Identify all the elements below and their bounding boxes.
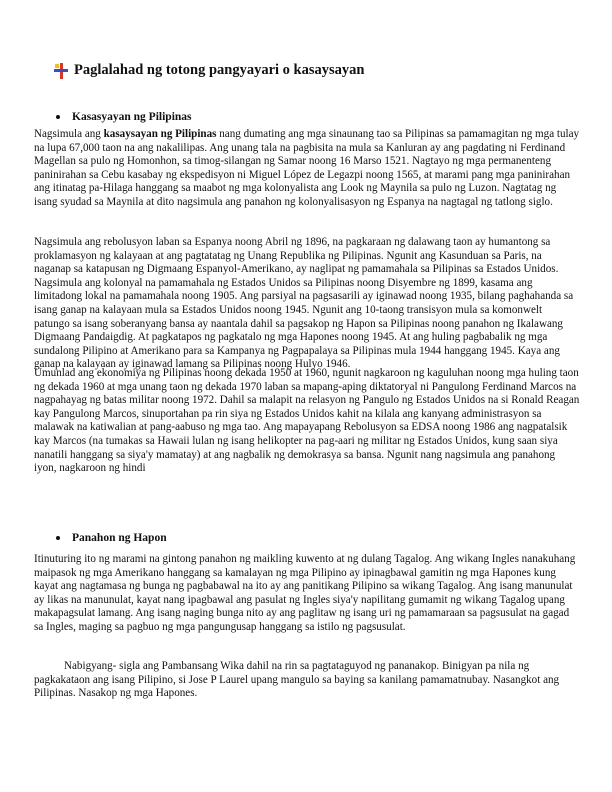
paragraph-5: Nabigyang- sigla ang Pambansang Wika dahil na rin sa pagtataguyod ng pananakop. Binigyan pa nila ng pagkakataon ang isang Pilipino, si Jose P Laurel upang mangulo sa baying sa kanilang pamamatnubay. Nasangkot ang Pilipinas. Nasakop ng mga Hapones. bbox=[34, 660, 560, 700]
page-title: Paglalahad ng totong pangyayari o kasaysayan bbox=[74, 62, 365, 78]
paragraph-text: Nagsimula ang bbox=[34, 128, 104, 140]
paragraph-1 bbox=[34, 128, 580, 210]
section-heading-hapon bbox=[56, 532, 167, 544]
colorful-cross-icon bbox=[54, 63, 68, 79]
bullet-icon bbox=[56, 536, 60, 540]
bold-term: kasaysayan ng Pilipinas bbox=[103, 128, 217, 140]
heading-row bbox=[54, 62, 364, 79]
section-heading-kasaysayan bbox=[56, 111, 192, 123]
paragraph-4: Itinuturing ito ng marami na gintong panahon ng maikling kuwento at ng dulang Tagalog. Ang wikang Ingles nanakuhang maipasok ng mga Amerikano hanggang sa kamalayan ng mga Pilipino ay ipinagbawal gamitin ng mga Hapones kung kayat ang nagtamasa ng bunga ng pagbabawal na ito ay ang panitikang Pilipino sa wikang Tagalog. Ang isang manunulat ay likas na manunulat, kayat nang ipagbawal ang pasulat ng Ingles siya'y napilitang gumamit ng wikang Tagalog upang makapagsulat lamang. Ang isang naging bunga nito ay ang paglitaw ng isang uri ng pamamaraan sa pagsusulat na gagad sa Ingles, maging sa pagbuo ng mga pangungusap hanggang sa istilo ng pagsusulat. bbox=[34, 553, 576, 633]
bullet-icon bbox=[56, 115, 60, 119]
paragraph-3: Umunlad ang ekonomiya ng Pilipinas noong dekada 1950 at 1960, ngunit nagkaroon ng kaguluhan noong mga huling taon ng dekada 1960 at mga unang taon ng dekada 1970 laban sa mapang-aping diktatoryal ni Pangulong Ferdinand Marcos na nagpahayag ng batas militar noong 1972. Dahil sa malapit na relasyon ng Pangulo ng Estados Unidos na si Ronald Reagan kay Pangulong Marcos, sinuportahan pa rin siya ng Estados Unidos kahit na kilala ang kanyang administrasyon sa malawak na katiwalian at pang-aabuso ng mga tao. Ang mapayapang Rebolusyon sa EDSA noong 1986 ang nagpatalsik kay Marcos (na tumakas sa Hawaii lulan ng isang helikopter na pag-aari ng militar ng Estados Unidos, kung saan siya nanatili hanggang sa siya'y mamatay) at ang nagbalik ng demokrasya sa bansa. Ngunit nang nagsimula ang panahong iyon, nagkaroon ng hindi bbox=[34, 367, 580, 475]
paragraph-2: Nagsimula ang rebolusyon laban sa Espanya noong Abril ng 1896, na pagkaraan ng dalawang taon ay humantong sa proklamasyon ng kalayaan at ang pagtatatag ng Unang Republika ng Pilipinas. Ngunit ang Kasunduan sa Paris, na naganap sa katapusan ng Digmaang Espanyol-Amerikano, ay naglipat ng pamamahala sa Pilipinas sa Estados Unidos. Nagsimula ang kolonyal na pamamahala ng Estados Unidos sa Pilipinas noong Disyembre ng 1899, kasama ang limitadong lokal na pamamahala noong 1905. Ang parsiyal na pagsasarili ay iginawad noong 1935, bilang paghahanda sa isang ganap na kalayaan mula sa Estados Unidos noong 1945. Ngunit ang 10-taong transisyon mula sa komonwelt patungo sa isang soberanyang bansa ay naantala dahil sa pagsakop ng Hapon sa Pilipinas noong panahon ng Ikalawang Digmaang Pandaigdig. At pagkatapos ng pagkatalo ng mga Hapones noong 1945. At ang huling pagbabalik ng mga sundalong Pilipino at Amerikano para sa Kampanya ng Pagpapalaya sa Pilipinas mula 1944 hanggang 1945. Kaya ang ganap na kalayaan ay iginawad lamang sa Pilipinas noong Hulyo 1946. bbox=[34, 236, 574, 371]
paragraph-text: nang dumating ang mga sinaunang tao sa Pilipinas sa pamamagitan ng mga tulay na lupa 67,000 taon na ang nakalilipas. Ang unang tala na pagbisita na mula sa Kanluran ay ang pagdating ni Ferdinand Magellan sa pulo ng Homonhon, sa timog-silangan ng Samar noong 16 Marso 1521. Nagtayo ng mga permanenteng paninirahan sa Cebu kasabay ng ekspedisyon ni Miguel López de Legazpi noong 1565, at marami pang mga paninirahan ang itinatag pa-Hilaga hanggang sa maabot ng mga kolonyalista ang Look ng Maynila sa pulo ng Luzon. Nagtatag ng isang syudad sa Maynila at dito nagsimula ang panahon ng kolonyalisasyon ng Espanya na nagtagal ng tatlong siglo. bbox=[34, 128, 580, 208]
section-title: Kasasyayan ng Pilipinas bbox=[72, 111, 192, 123]
section-title: Panahon ng Hapon bbox=[72, 532, 167, 544]
